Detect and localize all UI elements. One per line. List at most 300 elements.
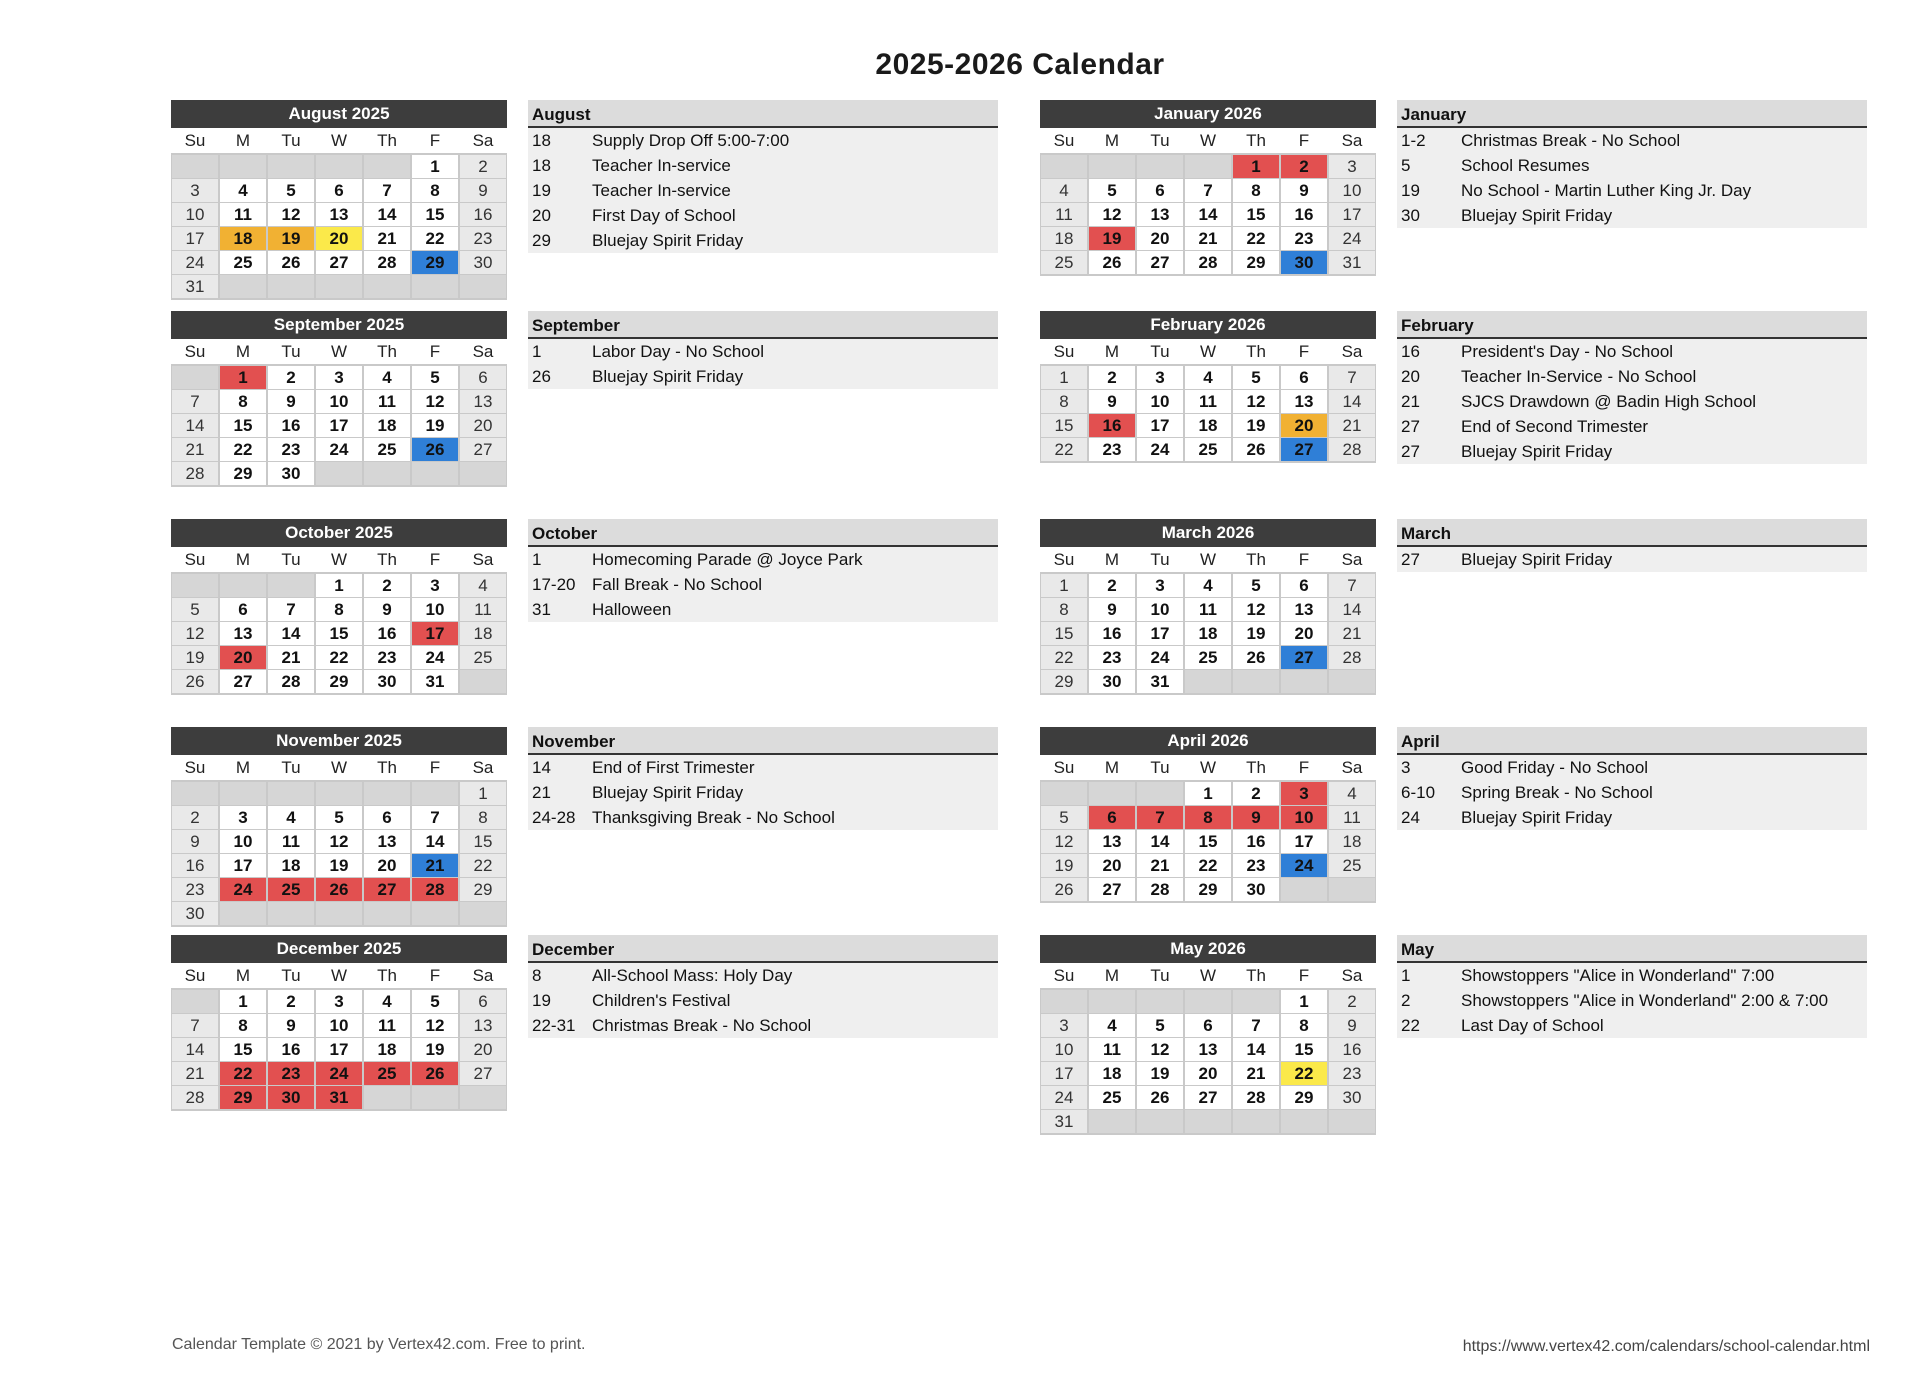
empty-day-cell (1233, 670, 1279, 693)
month-calendar-title: October 2025 (171, 519, 507, 547)
event-text: President's Day - No School (1461, 342, 1674, 361)
day-cell: 22 (460, 854, 506, 877)
month-calendar-february (1040, 311, 1376, 463)
day-cell: 10 (1329, 179, 1375, 202)
day-cell: 14 (364, 203, 410, 226)
empty-day-cell (316, 782, 362, 805)
day-cell: 28 (364, 251, 410, 274)
day-cell: 13 (1137, 203, 1183, 226)
event-text: Bluejay Spirit Friday (1461, 442, 1613, 461)
event-date: 19 (1401, 181, 1420, 200)
day-cell: 21 (1329, 414, 1375, 437)
day-cell: 11 (364, 390, 410, 413)
event-row (528, 1013, 998, 1038)
day-cell: 4 (1329, 782, 1375, 805)
day-cell: 14 (172, 1038, 218, 1061)
weekday-label: W (1199, 342, 1217, 361)
day-cell: 24 (1137, 646, 1183, 669)
day-cell: 10 (1041, 1038, 1087, 1061)
weekday-label: Su (1053, 758, 1075, 777)
day-cell: 22 (1041, 438, 1087, 461)
day-cell: 17 (412, 622, 458, 645)
day-cell: 9 (364, 598, 410, 621)
day-cell: 16 (172, 854, 218, 877)
month-calendar-title: November 2025 (171, 727, 507, 755)
day-cell: 3 (1137, 574, 1183, 597)
weekday-label: F (1298, 342, 1310, 361)
day-cell: 1 (460, 782, 506, 805)
weekday-label: Sa (1341, 966, 1363, 985)
event-date: 31 (532, 600, 551, 619)
month-calendar-august (171, 100, 507, 300)
empty-day-cell (316, 155, 362, 178)
day-cell: 16 (364, 622, 410, 645)
day-cell: 26 (1233, 438, 1279, 461)
day-cell: 17 (1041, 1062, 1087, 1085)
day-cell: 26 (172, 670, 218, 693)
event-text: End of Second Trimester (1461, 417, 1649, 436)
weekday-header (171, 755, 507, 780)
weekday-label: Sa (472, 550, 494, 569)
weekday-label: Tu (1150, 131, 1170, 150)
day-cell: 11 (1185, 598, 1231, 621)
empty-day-cell (460, 462, 506, 485)
event-text: Bluejay Spirit Friday (592, 231, 744, 250)
empty-day-cell (364, 902, 410, 925)
day-cell: 13 (1089, 830, 1135, 853)
day-cell: 1 (1041, 574, 1087, 597)
weekday-label: F (1298, 758, 1310, 777)
day-cell: 8 (220, 1014, 266, 1037)
empty-day-cell (268, 902, 314, 925)
day-cell: 30 (1233, 878, 1279, 901)
weekday-label: Su (184, 342, 206, 361)
event-date: 29 (532, 231, 551, 250)
day-cell: 31 (412, 670, 458, 693)
day-cell: 12 (1137, 1038, 1183, 1061)
day-cell: 20 (460, 414, 506, 437)
day-cell: 24 (1329, 227, 1375, 250)
day-cell: 5 (412, 366, 458, 389)
month-calendar-title: January 2026 (1040, 100, 1376, 128)
day-cell: 11 (220, 203, 266, 226)
empty-day-cell (172, 366, 218, 389)
day-cell: 21 (1329, 622, 1375, 645)
day-cell: 3 (220, 806, 266, 829)
day-cell: 20 (316, 227, 362, 250)
weekday-label: F (1298, 131, 1310, 150)
day-cell: 24 (1281, 854, 1327, 877)
weekday-label: Tu (1150, 758, 1170, 777)
day-cell: 30 (1329, 1086, 1375, 1109)
day-cell: 7 (364, 179, 410, 202)
event-date: 24-28 (532, 808, 576, 827)
day-cell: 28 (1185, 251, 1231, 274)
empty-day-cell (1041, 782, 1087, 805)
day-cell: 16 (1233, 830, 1279, 853)
event-date: 20 (1401, 367, 1420, 386)
day-cell: 17 (1281, 830, 1327, 853)
weekday-label: Sa (1341, 342, 1363, 361)
day-cell: 14 (1329, 390, 1375, 413)
day-cell: 31 (1041, 1110, 1087, 1133)
day-cell: 18 (268, 854, 314, 877)
event-row (1397, 153, 1867, 178)
event-text: Thanksgiving Break - No School (592, 808, 835, 827)
day-cell: 23 (1329, 1062, 1375, 1085)
day-cell: 23 (268, 438, 314, 461)
event-text: Bluejay Spirit Friday (1461, 550, 1613, 569)
day-cell: 25 (460, 646, 506, 669)
day-cell: 22 (316, 646, 362, 669)
day-cell: 7 (1329, 366, 1375, 389)
day-cell: 6 (1089, 806, 1135, 829)
weekday-label: M (1104, 758, 1120, 777)
empty-day-cell (1137, 1110, 1183, 1133)
day-cell: 23 (364, 646, 410, 669)
day-cell: 1 (316, 574, 362, 597)
day-cell: 6 (1281, 574, 1327, 597)
weekday-label: Su (1053, 131, 1075, 150)
day-cell: 11 (1185, 390, 1231, 413)
day-cell: 1 (220, 366, 266, 389)
day-cell: 3 (172, 179, 218, 202)
day-cell: 9 (268, 390, 314, 413)
empty-day-cell (220, 155, 266, 178)
day-cell: 21 (1185, 227, 1231, 250)
day-cell: 26 (268, 251, 314, 274)
day-cell: 16 (1281, 203, 1327, 226)
empty-day-cell (412, 782, 458, 805)
day-cell: 25 (1041, 251, 1087, 274)
events-panel-title: February (1397, 311, 1867, 339)
events-panel-december (528, 935, 998, 1038)
event-row (528, 339, 998, 364)
weekday-label: W (330, 131, 348, 150)
events-panel-february (1397, 311, 1867, 464)
events-panel-january (1397, 100, 1867, 228)
day-cell: 19 (412, 414, 458, 437)
day-cell: 25 (1185, 438, 1231, 461)
day-cell: 26 (412, 1062, 458, 1085)
events-list (528, 128, 998, 253)
day-cell: 23 (268, 1062, 314, 1085)
events-list (528, 339, 998, 389)
month-calendar-december (171, 935, 507, 1111)
day-grid (171, 364, 507, 487)
day-cell: 30 (268, 462, 314, 485)
day-cell: 3 (1137, 366, 1183, 389)
month-calendar-may (1040, 935, 1376, 1135)
day-cell: 27 (220, 670, 266, 693)
weekday-label: Tu (281, 966, 301, 985)
empty-day-cell (1185, 990, 1231, 1013)
empty-day-cell (1089, 782, 1135, 805)
event-text: Bluejay Spirit Friday (1461, 206, 1613, 225)
day-cell: 9 (268, 1014, 314, 1037)
day-cell: 26 (412, 438, 458, 461)
event-date: 1 (532, 342, 542, 361)
day-cell: 15 (1281, 1038, 1327, 1061)
event-text: End of First Trimester (592, 758, 755, 777)
event-text: Teacher In-service (592, 181, 731, 200)
footer-credit: Calendar Template © 2021 by Vertex42.com. Free to print. (172, 1336, 586, 1353)
day-cell: 13 (1281, 390, 1327, 413)
day-cell: 10 (1137, 390, 1183, 413)
event-date: 1-2 (1401, 131, 1426, 150)
day-cell: 31 (1329, 251, 1375, 274)
day-cell: 9 (1329, 1014, 1375, 1037)
month-calendar-title: December 2025 (171, 935, 507, 963)
day-cell: 30 (172, 902, 218, 925)
day-cell: 4 (268, 806, 314, 829)
day-cell: 13 (1281, 598, 1327, 621)
day-cell: 12 (268, 203, 314, 226)
day-cell: 1 (412, 155, 458, 178)
empty-day-cell (364, 275, 410, 298)
day-cell: 5 (1233, 366, 1279, 389)
month-calendar-october (171, 519, 507, 695)
day-cell: 2 (1089, 366, 1135, 389)
day-cell: 28 (268, 670, 314, 693)
day-cell: 28 (412, 878, 458, 901)
day-cell: 3 (1281, 782, 1327, 805)
weekday-header (171, 339, 507, 364)
weekday-label: Tu (281, 758, 301, 777)
day-cell: 5 (1041, 806, 1087, 829)
day-cell: 25 (268, 878, 314, 901)
weekday-header (1040, 547, 1376, 572)
events-panel-september (528, 311, 998, 389)
day-cell: 3 (316, 366, 362, 389)
event-text: First Day of School (592, 206, 736, 225)
day-cell: 6 (364, 806, 410, 829)
day-cell: 12 (172, 622, 218, 645)
day-cell: 5 (1137, 1014, 1183, 1037)
event-date: 3 (1401, 758, 1411, 777)
empty-day-cell (1329, 1110, 1375, 1133)
weekday-label: W (330, 966, 348, 985)
events-list (1397, 963, 1867, 1038)
day-cell: 14 (1329, 598, 1375, 621)
day-cell: 15 (1041, 622, 1087, 645)
day-cell: 17 (220, 854, 266, 877)
empty-day-cell (316, 275, 362, 298)
day-cell: 4 (460, 574, 506, 597)
day-cell: 27 (1281, 438, 1327, 461)
event-text: Christmas Break - No School (592, 1016, 812, 1035)
day-cell: 7 (268, 598, 314, 621)
day-cell: 16 (460, 203, 506, 226)
day-cell: 10 (172, 203, 218, 226)
events-panel-august (528, 100, 998, 253)
event-date: 20 (532, 206, 551, 225)
weekday-label: Th (377, 342, 397, 361)
empty-day-cell (220, 902, 266, 925)
day-grid (1040, 780, 1376, 903)
day-cell: 8 (1281, 1014, 1327, 1037)
day-cell: 26 (1137, 1086, 1183, 1109)
event-text: Supply Drop Off 5:00-7:00 (592, 131, 790, 150)
empty-day-cell (412, 902, 458, 925)
day-cell: 25 (1185, 646, 1231, 669)
day-cell: 14 (1185, 203, 1231, 226)
day-cell: 31 (172, 275, 218, 298)
day-cell: 8 (1041, 598, 1087, 621)
weekday-header (1040, 963, 1376, 988)
weekday-label: W (1199, 758, 1217, 777)
day-cell: 5 (268, 179, 314, 202)
event-date: 18 (532, 131, 551, 150)
day-cell: 15 (316, 622, 362, 645)
day-cell: 13 (460, 1014, 506, 1037)
day-cell: 4 (364, 366, 410, 389)
day-cell: 18 (1329, 830, 1375, 853)
empty-day-cell (268, 574, 314, 597)
event-date: 14 (532, 758, 551, 777)
day-cell: 17 (316, 1038, 362, 1061)
day-cell: 29 (1281, 1086, 1327, 1109)
day-cell: 23 (1233, 854, 1279, 877)
day-cell: 1 (1233, 155, 1279, 178)
day-cell: 27 (460, 1062, 506, 1085)
day-cell: 4 (220, 179, 266, 202)
event-row (1397, 364, 1867, 389)
day-cell: 27 (1185, 1086, 1231, 1109)
month-calendar-january (1040, 100, 1376, 276)
event-date: 22-31 (532, 1016, 576, 1035)
day-cell: 14 (172, 414, 218, 437)
weekday-label: Su (1053, 966, 1075, 985)
weekday-label: Th (377, 131, 397, 150)
day-cell: 11 (1089, 1038, 1135, 1061)
day-cell: 21 (172, 438, 218, 461)
day-cell: 23 (172, 878, 218, 901)
event-row (528, 178, 998, 203)
day-cell: 4 (1185, 366, 1231, 389)
day-cell: 18 (1089, 1062, 1135, 1085)
weekday-label: Tu (281, 131, 301, 150)
event-text: Showstoppers "Alice in Wonderland" 2:00 & 7:00 (1461, 991, 1829, 1010)
events-list (528, 755, 998, 830)
day-cell: 24 (1041, 1086, 1087, 1109)
day-cell: 18 (1185, 414, 1231, 437)
day-grid (1040, 572, 1376, 695)
event-row (1397, 339, 1867, 364)
day-cell: 10 (220, 830, 266, 853)
day-cell: 25 (1329, 854, 1375, 877)
day-cell: 29 (1185, 878, 1231, 901)
empty-day-cell (412, 1086, 458, 1109)
day-cell: 15 (460, 830, 506, 853)
day-cell: 15 (1185, 830, 1231, 853)
day-cell: 9 (460, 179, 506, 202)
empty-day-cell (460, 275, 506, 298)
day-cell: 11 (268, 830, 314, 853)
event-date: 24 (1401, 808, 1420, 827)
event-row (1397, 963, 1867, 988)
day-cell: 27 (1137, 251, 1183, 274)
day-cell: 11 (1329, 806, 1375, 829)
day-cell: 22 (1233, 227, 1279, 250)
day-cell: 3 (1329, 155, 1375, 178)
day-cell: 2 (460, 155, 506, 178)
day-cell: 22 (1185, 854, 1231, 877)
day-cell: 12 (1041, 830, 1087, 853)
day-cell: 20 (1281, 414, 1327, 437)
day-cell: 6 (1137, 179, 1183, 202)
day-cell: 24 (316, 438, 362, 461)
event-text: Bluejay Spirit Friday (592, 783, 744, 802)
events-panel-title: October (528, 519, 998, 547)
event-row (1397, 389, 1867, 414)
event-date: 19 (532, 991, 551, 1010)
day-cell: 9 (1281, 179, 1327, 202)
events-list (1397, 547, 1867, 572)
weekday-label: W (330, 758, 348, 777)
day-cell: 3 (316, 990, 362, 1013)
day-cell: 4 (364, 990, 410, 1013)
day-cell: 30 (1089, 670, 1135, 693)
event-text: Halloween (592, 600, 672, 619)
weekday-label: Su (184, 758, 206, 777)
weekday-header (171, 128, 507, 153)
day-cell: 3 (1041, 1014, 1087, 1037)
day-cell: 17 (1137, 622, 1183, 645)
day-cell: 16 (268, 414, 314, 437)
weekday-header (1040, 128, 1376, 153)
day-cell: 5 (316, 806, 362, 829)
day-cell: 16 (268, 1038, 314, 1061)
day-cell: 22 (1041, 646, 1087, 669)
day-cell: 2 (268, 366, 314, 389)
empty-day-cell (1233, 990, 1279, 1013)
day-cell: 30 (364, 670, 410, 693)
day-grid (1040, 153, 1376, 276)
event-date: 6-10 (1401, 783, 1436, 802)
day-cell: 20 (364, 854, 410, 877)
day-cell: 10 (1281, 806, 1327, 829)
empty-day-cell (460, 670, 506, 693)
day-cell: 25 (1089, 1086, 1135, 1109)
event-date: 1 (532, 550, 542, 569)
day-grid (171, 780, 507, 927)
footer-url: https://www.vertex42.com/calendars/school-calendar.html (1462, 1338, 1870, 1355)
weekday-header (171, 963, 507, 988)
event-date: 5 (1401, 156, 1411, 175)
event-text: Children's Festival (592, 991, 731, 1010)
day-cell: 7 (1329, 574, 1375, 597)
events-panel-october (528, 519, 998, 622)
page-title: 2025-2026 Calendar (875, 48, 1165, 81)
day-cell: 13 (364, 830, 410, 853)
day-cell: 29 (460, 878, 506, 901)
day-cell: 13 (1185, 1038, 1231, 1061)
day-cell: 5 (412, 990, 458, 1013)
event-text: SJCS Drawdown @ Badin High School (1461, 392, 1757, 411)
day-cell: 2 (1233, 782, 1279, 805)
empty-day-cell (172, 782, 218, 805)
event-text: Good Friday - No School (1461, 758, 1649, 777)
event-text: School Resumes (1461, 156, 1590, 175)
day-cell: 4 (1041, 179, 1087, 202)
event-date: 26 (532, 367, 551, 386)
day-cell: 6 (316, 179, 362, 202)
events-panel-title: November (528, 727, 998, 755)
events-panel-may (1397, 935, 1867, 1038)
day-cell: 29 (1233, 251, 1279, 274)
weekday-label: F (429, 550, 441, 569)
